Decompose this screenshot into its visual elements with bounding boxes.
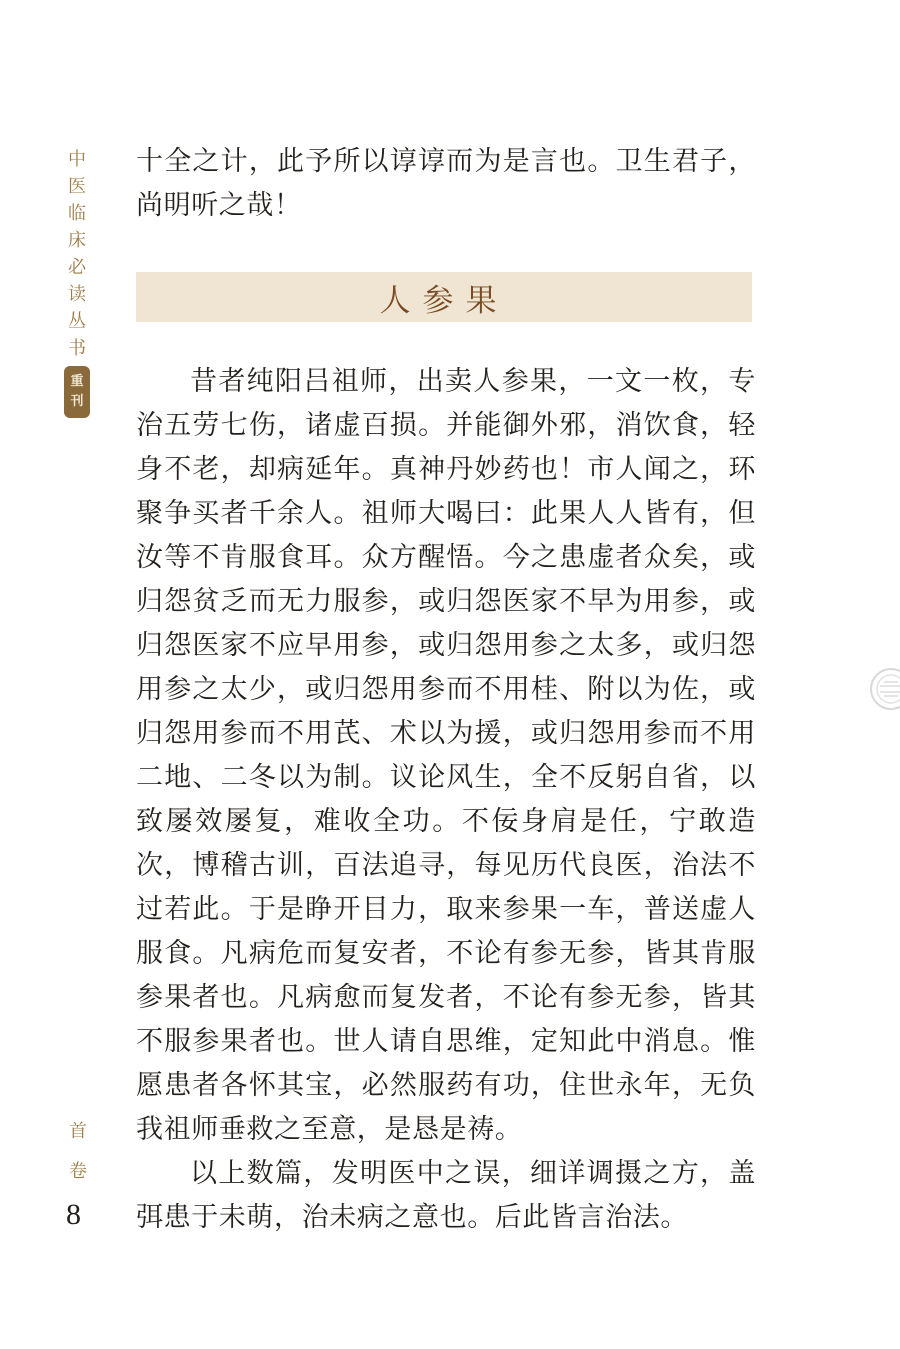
series-title-char: 临	[68, 203, 86, 224]
continuation-paragraph	[136, 140, 756, 228]
series-title-char: 中	[68, 149, 86, 170]
series-title-char: 必	[68, 257, 86, 278]
closing-paragraph: 以上数篇，发明医中之误，细详调摄之方，盖弭患于未萌，治未病之意也。后此皆言治法。	[136, 1158, 756, 1233]
paragraph-text: 十全之计，此予所以谆谆而为是言也。卫生君子，尚明听之哉！	[136, 146, 756, 221]
section-heading-band	[136, 272, 752, 322]
chapter-label-vertical	[64, 1112, 92, 1192]
chapter-char: 卷	[69, 1161, 87, 1182]
seal-char: 重	[70, 374, 84, 389]
section-body	[136, 360, 756, 1240]
series-title-char: 丛	[68, 311, 86, 332]
reprint-seal	[64, 366, 90, 418]
main-paragraph: 昔者纯阳吕祖师，出卖人参果，一文一枚，专治五劳七伤，诸虚百损。并能御外邪，消饮食，轻身不老，却病延年。真神丹妙药也！市人闻之，环聚争买者千余人。祖师大喝曰：此果人人皆有，但汝等不肯服食耳。众方醒悟。今之患虚者众矣，或归怨贫乏而无力服参，或归怨医家不早为用参，或归怨医家不应早用参，或归怨用参之太多，或归怨用参之太少，或归怨用参而不用桂、附以为佐，或归怨用参而不用芪、术以为援，或归怨用参而不用二地、二冬以为制。议论风生，全不反躬自省，以致屡效屡复，难收全功。不佞身肩是任，宁敢造次，博稽古训，百法追寻，每见历代良医，治法不过若此。于是睁开目力，取来参果一车，普送虚人服食。凡病危而复安者，不论有参无参，皆其肯服参果者也。凡病愈而复发者，不论有参无参，皆其不服参果者也。世人请自思维，定知此中消息。惟愿患者各怀其宝，必然服药有功，住世永年，无负我祖师垂救之至意，是恳是祷。	[136, 366, 756, 1145]
chapter-char: 首	[69, 1121, 87, 1142]
page-number: 8	[66, 1198, 81, 1231]
series-title-char: 床	[68, 230, 86, 251]
series-title-vertical	[62, 146, 92, 418]
section-title: 人参果	[379, 282, 509, 319]
series-title-char: 读	[68, 284, 86, 305]
series-title-char: 医	[68, 176, 86, 197]
edge-emblem-icon	[868, 666, 900, 712]
series-title-char: 书	[68, 338, 86, 359]
seal-char: 刊	[70, 394, 84, 409]
